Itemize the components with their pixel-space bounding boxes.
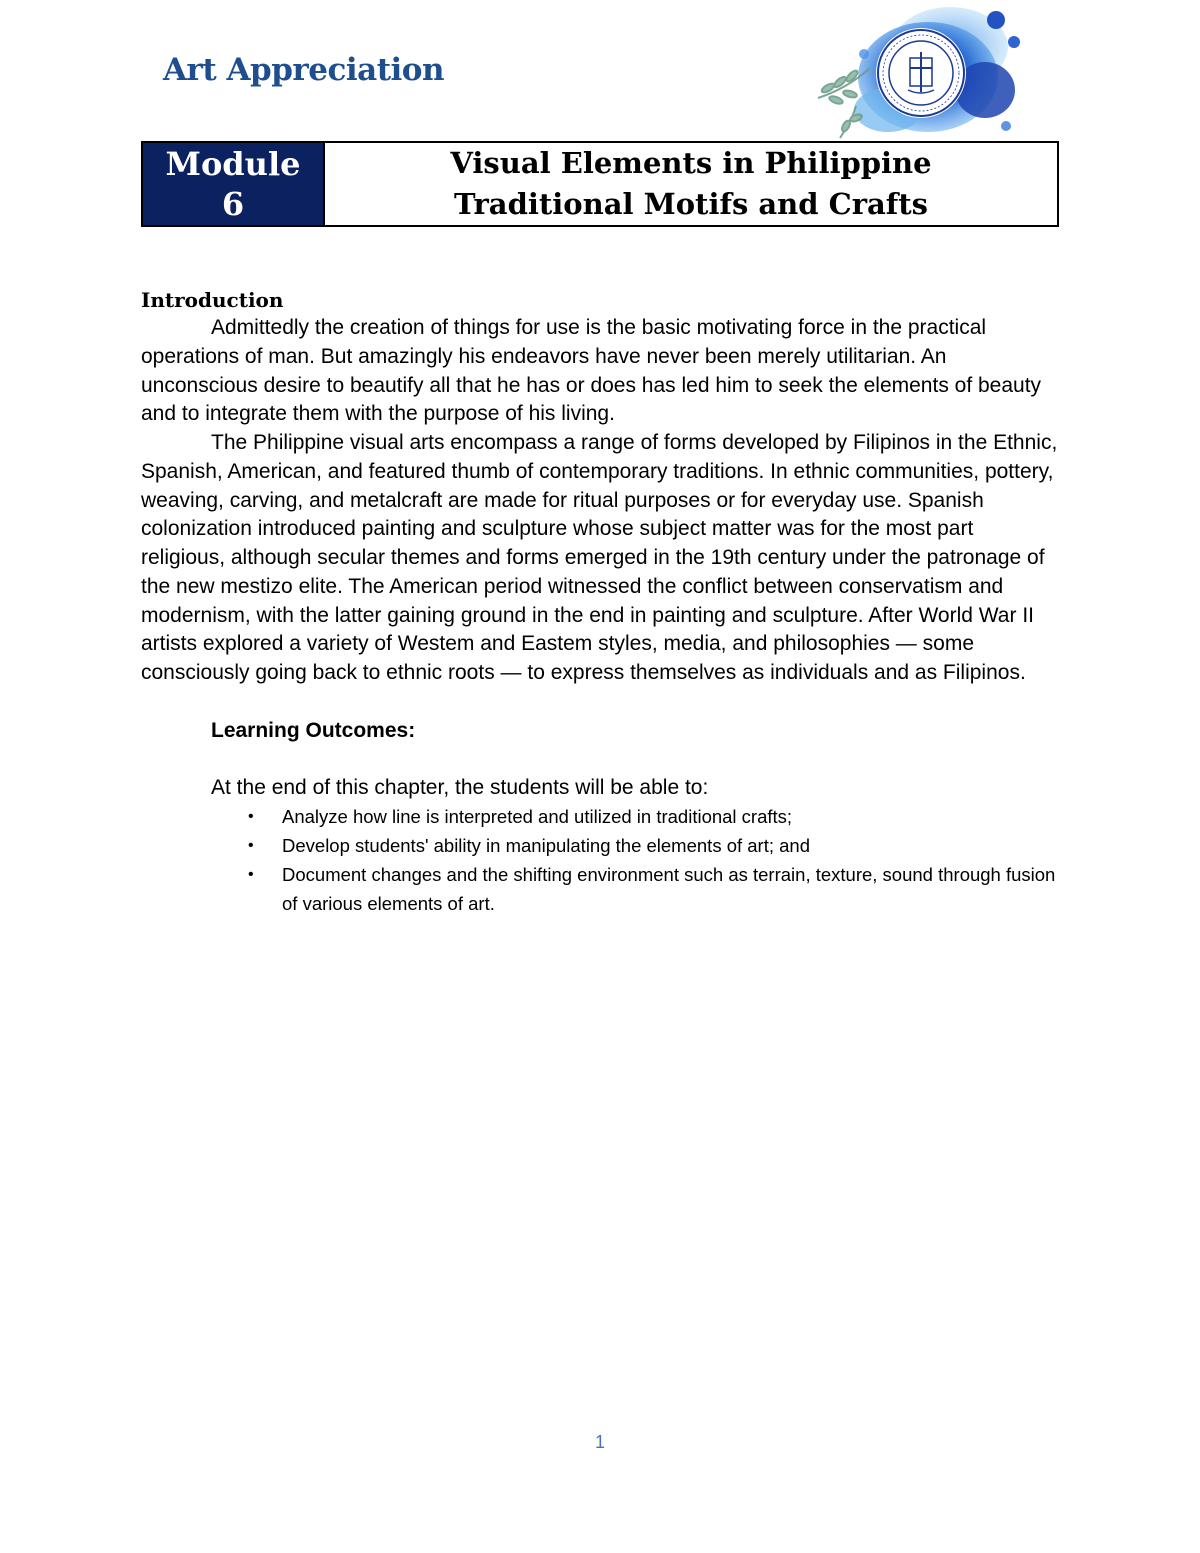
bullet-icon: •	[248, 866, 254, 884]
learning-outcomes-intro: At the end of this chapter, the students will be able to:	[211, 775, 709, 799]
learning-outcomes-heading: Learning Outcomes:	[211, 718, 416, 742]
list-item	[248, 802, 1061, 831]
outcome-text: Develop students' ability in manipulating the elements of art; and	[282, 835, 811, 857]
intro-paragraph-1: Admittedly the creation of things for use is the basic motivating force in the practical operations of man. But amazingly his endeavors have never been merely utilitarian. An unconscious desire to beautify all that he has or does has led him to seek the elements of beauty and to integrate them with the purpose of his living.	[141, 316, 1042, 426]
watercolor-splash-icon	[800, 2, 1032, 142]
seal-emblem-icon	[876, 28, 966, 118]
course-title: Art Appreciation	[163, 52, 445, 88]
learning-outcomes-list	[141, 802, 1061, 918]
document-body	[141, 286, 1061, 918]
list-item	[248, 860, 1061, 918]
module-number-cell	[143, 143, 325, 225]
module-title-cell	[325, 143, 1057, 225]
module-header-box	[141, 141, 1059, 227]
bullet-icon: •	[248, 837, 254, 855]
list-item	[248, 831, 1061, 860]
bullet-icon: •	[248, 808, 254, 826]
intro-paragraph-2: The Philippine visual arts encompass a range of forms developed by Filipinos in the Ethnic, Spanish, American, and featured thumb of contemporary traditions. In ethnic communities, pottery, weaving, carving, and metalcraft are made for ritual purposes or for everyday use. Spanish colonization introduced painting and sculpture whose subject matter was for the most part religious, although secular themes and forms emerged in the 19th century under the patronage of the new mestizo elite. The American period witnessed the conflict between conservatism and modernism, with the latter gaining ground in the end in painting and sculpture. After World War II artists explored a variety of Westem and Eastem styles, media, and philosophies — some consciously going back to ethnic roots — to express themselves as individuals and as Filipinos.	[141, 431, 1058, 684]
module-label: Module	[165, 145, 301, 183]
module-title-line-2: Traditional Motifs and Crafts	[454, 187, 928, 221]
module-title-line-1: Visual Elements in Philippine	[450, 146, 932, 180]
module-number: 6	[221, 185, 245, 223]
outcome-text: Document changes and the shifting environment such as terrain, texture, sound through fusion of various elements of art.	[282, 864, 1056, 915]
page-number: 1	[594, 1432, 605, 1452]
introduction-heading: Introduction	[141, 288, 284, 312]
university-seal-logo	[800, 2, 1032, 142]
outcome-text: Analyze how line is interpreted and utilized in traditional crafts;	[282, 806, 793, 828]
